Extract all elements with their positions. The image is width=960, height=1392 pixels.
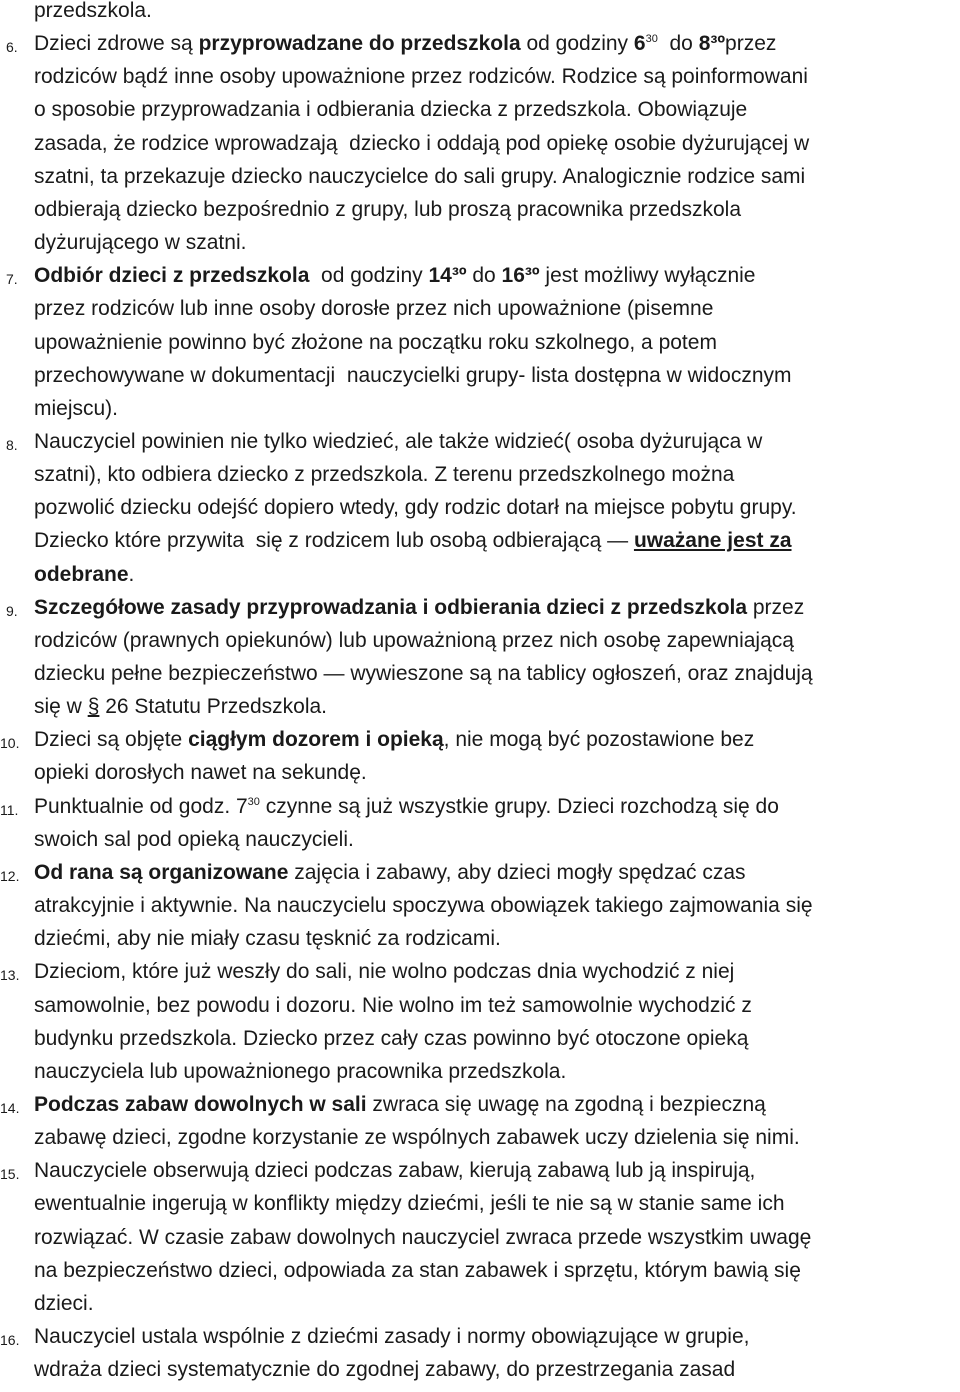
line-text — [34, 1159, 755, 1183]
text-run: Podczas zabaw dowolnych w sali — [34, 1092, 367, 1116]
text-run: o sposobie przyprowadzania i odbierania dziecka z przedszkola. Obowiązuje — [34, 98, 748, 122]
text-run: . — [128, 562, 135, 586]
document-line — [0, 1226, 960, 1256]
document-line — [0, 297, 960, 327]
line-text — [34, 496, 797, 520]
document-line — [0, 165, 960, 195]
line-text — [34, 994, 752, 1018]
text-run: dzieci. — [34, 1291, 94, 1315]
text-run: Dzieci zdrowe są — [34, 32, 199, 56]
document-line — [0, 1358, 960, 1388]
text-run: przez — [747, 595, 805, 619]
document-line — [0, 364, 960, 394]
document-line — [0, 1060, 960, 1090]
line-text — [34, 695, 327, 719]
document-line — [0, 1027, 960, 1057]
text-run: szatni), kto odbiera dziecko z przedszkola. Z terenu przedszkolnego można — [34, 463, 735, 487]
document-line — [0, 828, 960, 858]
document-line — [0, 32, 960, 62]
document-line — [0, 1159, 960, 1189]
text-run: rozwiązać. W czasie zabaw dowolnych nauczyciel zwraca przede wszystkim uwagę — [34, 1225, 812, 1249]
line-text — [34, 828, 354, 852]
text-run: § — [87, 695, 100, 719]
text-run: przez rodziców lub inne osoby dorosłe przez nich upoważnione (pisemne — [34, 297, 714, 321]
text-run: ewentualnie ingerują w konflikty między dziećmi, jeśli te nie są w stanie same ich — [34, 1192, 785, 1216]
text-run: ciągłym dozorem i opieką — [188, 728, 444, 752]
line-text — [34, 132, 809, 156]
text-run: zwraca się uwagę na zgodną i bezpieczną — [366, 1092, 766, 1116]
line-text — [34, 1027, 748, 1051]
text-run: na bezpieczeństwo dzieci, odpowiada za stan zabawek i sprzętu, którym bawią się — [34, 1258, 801, 1282]
text-run: czynne są już wszystkie grupy. Dzieci rozchodzą się do — [259, 794, 779, 818]
text-run: dziecku pełne bezpieczeństwo — wywieszone są na tablicy ogłoszeń, oraz znajdują — [34, 662, 813, 685]
document-line — [0, 795, 960, 825]
text-run: 30 — [247, 795, 260, 808]
line-text — [34, 529, 792, 553]
text-run: nauczyciela lub upoważnionego pracownika przedszkola. — [34, 1059, 567, 1083]
document-line — [0, 629, 960, 659]
line-text — [34, 1060, 566, 1084]
list-number: 12. — [0, 867, 20, 884]
line-text — [34, 1192, 785, 1216]
text-run: przez — [725, 32, 777, 56]
document-line — [0, 231, 960, 261]
list-number: 13. — [0, 967, 20, 984]
document-line — [0, 662, 960, 692]
list-number: 10. — [0, 735, 20, 752]
text-run: do — [466, 264, 502, 288]
line-text — [34, 596, 804, 620]
text-run: zasada, że rodzice wprowadzają dziecko i oddają pod opiekę osobie dyżurującej w — [34, 131, 810, 155]
document-line — [0, 430, 960, 460]
document-line — [0, 1325, 960, 1355]
line-text — [34, 297, 713, 321]
document-line — [0, 761, 960, 791]
line-text — [34, 960, 734, 984]
text-run: atrakcyjnie i aktywnie. Na nauczycielu spoczywa obowiązek takiego zajmowania się — [34, 894, 813, 918]
line-text — [34, 1226, 811, 1250]
line-text — [34, 1358, 735, 1382]
document-line — [0, 1292, 960, 1322]
document-line — [0, 1126, 960, 1156]
line-text — [34, 894, 813, 918]
document-line — [0, 596, 960, 626]
text-run: upoważnienie powinno być złożone na początku roku szkolnego, a potem — [34, 330, 717, 354]
document-line — [0, 1093, 960, 1123]
text-run: przechowywane w dokumentacji nauczycielki grupy- lista dostępna w widocznym — [34, 363, 792, 387]
line-text — [34, 65, 808, 89]
line-text — [34, 563, 134, 587]
line-text — [34, 0, 152, 23]
line-text — [34, 728, 754, 752]
text-run: , nie mogą być pozostawione bez — [443, 728, 755, 752]
document-line — [0, 98, 960, 128]
document-line — [0, 894, 960, 924]
text-run: samowolnie, bez powodu i dozoru. Nie wolno im też samowolnie wychodzić z — [34, 993, 752, 1017]
document-line — [0, 529, 960, 559]
line-text — [34, 331, 717, 355]
text-run: 26 Statutu Przedszkola. — [99, 695, 328, 719]
text-run: szatni, ta przekazuje dziecko nauczycielce do sali grupy. Analogicznie rodzice sami — [34, 164, 806, 188]
text-run: — — [607, 529, 634, 553]
line-text — [34, 397, 118, 421]
text-run: 14³º — [428, 264, 467, 288]
document-line — [0, 0, 960, 29]
text-run: przedszkola. — [34, 0, 152, 22]
document-line — [0, 563, 960, 593]
text-run: Nauczyciel ustala wspólnie z dziećmi zasady i normy obowiązujące w grupie, — [34, 1325, 750, 1348]
document-line — [0, 927, 960, 957]
line-text — [34, 861, 746, 885]
document-line — [0, 1192, 960, 1222]
text-run: odbierają dziecko bezpośrednio z grupy, lub proszą pracownika przedszkola — [34, 197, 742, 221]
line-text — [34, 463, 734, 487]
line-text — [34, 629, 794, 653]
line-text — [34, 32, 776, 56]
list-number: 14. — [0, 1099, 20, 1116]
line-text — [34, 364, 792, 388]
text-run: Od rana są organizowane — [34, 860, 289, 884]
document-line — [0, 463, 960, 493]
line-text — [34, 795, 779, 819]
text-run: do — [657, 32, 699, 56]
text-run: 30 — [645, 33, 658, 46]
text-run: wdraża dzieci systematycznie do zgodnej zabawy, do przestrzegania zasad — [34, 1358, 736, 1382]
text-run: Punktualnie od godz. 7 — [34, 794, 248, 818]
text-run: od godziny — [520, 32, 634, 56]
line-text — [34, 1292, 94, 1316]
text-run: uważane jest za — [633, 529, 792, 553]
document-line — [0, 728, 960, 758]
line-text — [34, 1126, 800, 1150]
text-run: dyżurującego w szatni. — [34, 231, 247, 255]
line-text — [34, 761, 367, 785]
line-text — [34, 927, 501, 951]
text-run: 16³º — [501, 264, 540, 288]
line-text — [34, 1325, 750, 1349]
list-number: 7. — [6, 271, 18, 288]
line-text — [34, 264, 755, 288]
text-run: miejscu). — [34, 396, 119, 420]
line-text — [34, 430, 762, 454]
document-line — [0, 861, 960, 891]
line-text — [34, 98, 747, 122]
line-text — [34, 231, 246, 255]
text-run: dziećmi, aby nie miały czasu tęsknić za rodzicami. — [34, 927, 501, 951]
document-line — [0, 397, 960, 427]
text-run: swoich sal pod opieką nauczycieli. — [34, 827, 354, 851]
document-line — [0, 264, 960, 294]
document-line — [0, 960, 960, 990]
text-run: się w — [34, 695, 88, 719]
text-run: pozwolić dziecku odejść dopiero wtedy, gdy rodzic dotarł na miejsce pobytu grupy. — [34, 496, 797, 520]
text-run: Dzieci są objęte — [34, 728, 189, 752]
text-run: jest możliwy wyłącznie — [539, 264, 756, 288]
text-run: Dzieciom, które już weszły do sali, nie wolno podczas dnia wychodzić z niej — [34, 960, 735, 984]
text-run: Dziecko które przywita się z rodzicem lub osobą odbierającą — [34, 529, 608, 553]
text-run: Odbiór dzieci z przedszkola — [34, 264, 310, 288]
text-run: Szczegółowe zasady przyprowadzania i odbierania dzieci z przedszkola — [34, 595, 748, 619]
text-run: opieki dorosłych nawet na sekundę. — [34, 761, 367, 785]
document-line — [0, 331, 960, 361]
document-line — [0, 132, 960, 162]
document-line — [0, 994, 960, 1024]
list-number: 6. — [6, 39, 18, 56]
text-run: rodziców (prawnych opiekunów) lub upoważnioną przez nich osobę zapewniającą — [34, 628, 794, 652]
document-line — [0, 695, 960, 725]
text-run: Nauczyciel powinien nie tylko wiedzieć, ale także widzieć( osoba dyżurująca w — [34, 429, 763, 453]
list-number: 9. — [6, 602, 18, 619]
document-line — [0, 65, 960, 95]
text-run: od godziny — [309, 264, 429, 288]
list-number: 15. — [0, 1166, 20, 1183]
line-text — [34, 662, 813, 686]
line-text — [34, 1093, 766, 1117]
line-text — [34, 198, 741, 222]
text-run: zajęcia i zabawy, aby dzieci mogły spędzać czas — [288, 860, 746, 884]
document-line — [0, 1259, 960, 1289]
text-run: budynku przedszkola. Dziecko przez cały czas powinno być otoczone opieką — [34, 1026, 749, 1050]
text-run: rodziców bądź inne osoby upoważnione przez rodziców. Rodzice są poinformowani — [34, 65, 808, 89]
text-run: przyprowadzane do przedszkola — [198, 32, 521, 56]
text-run: zabawę dzieci, zgodne korzystanie ze wspólnych zabawek uczy dzielenia się nimi. — [34, 1126, 800, 1150]
list-number: 8. — [6, 436, 18, 453]
text-run: odebrane — [34, 562, 129, 586]
list-number: 16. — [0, 1332, 20, 1348]
document-line — [0, 198, 960, 228]
line-text — [34, 165, 805, 189]
list-number: 11. — [0, 801, 19, 818]
text-run: Nauczyciele obserwują dzieci podczas zabaw, kierują zabawą lub ją inspirują, — [34, 1159, 756, 1183]
text-run: 6 — [633, 32, 646, 56]
line-text — [34, 1259, 801, 1283]
text-run: 8³º — [698, 32, 726, 56]
document-line — [0, 496, 960, 526]
